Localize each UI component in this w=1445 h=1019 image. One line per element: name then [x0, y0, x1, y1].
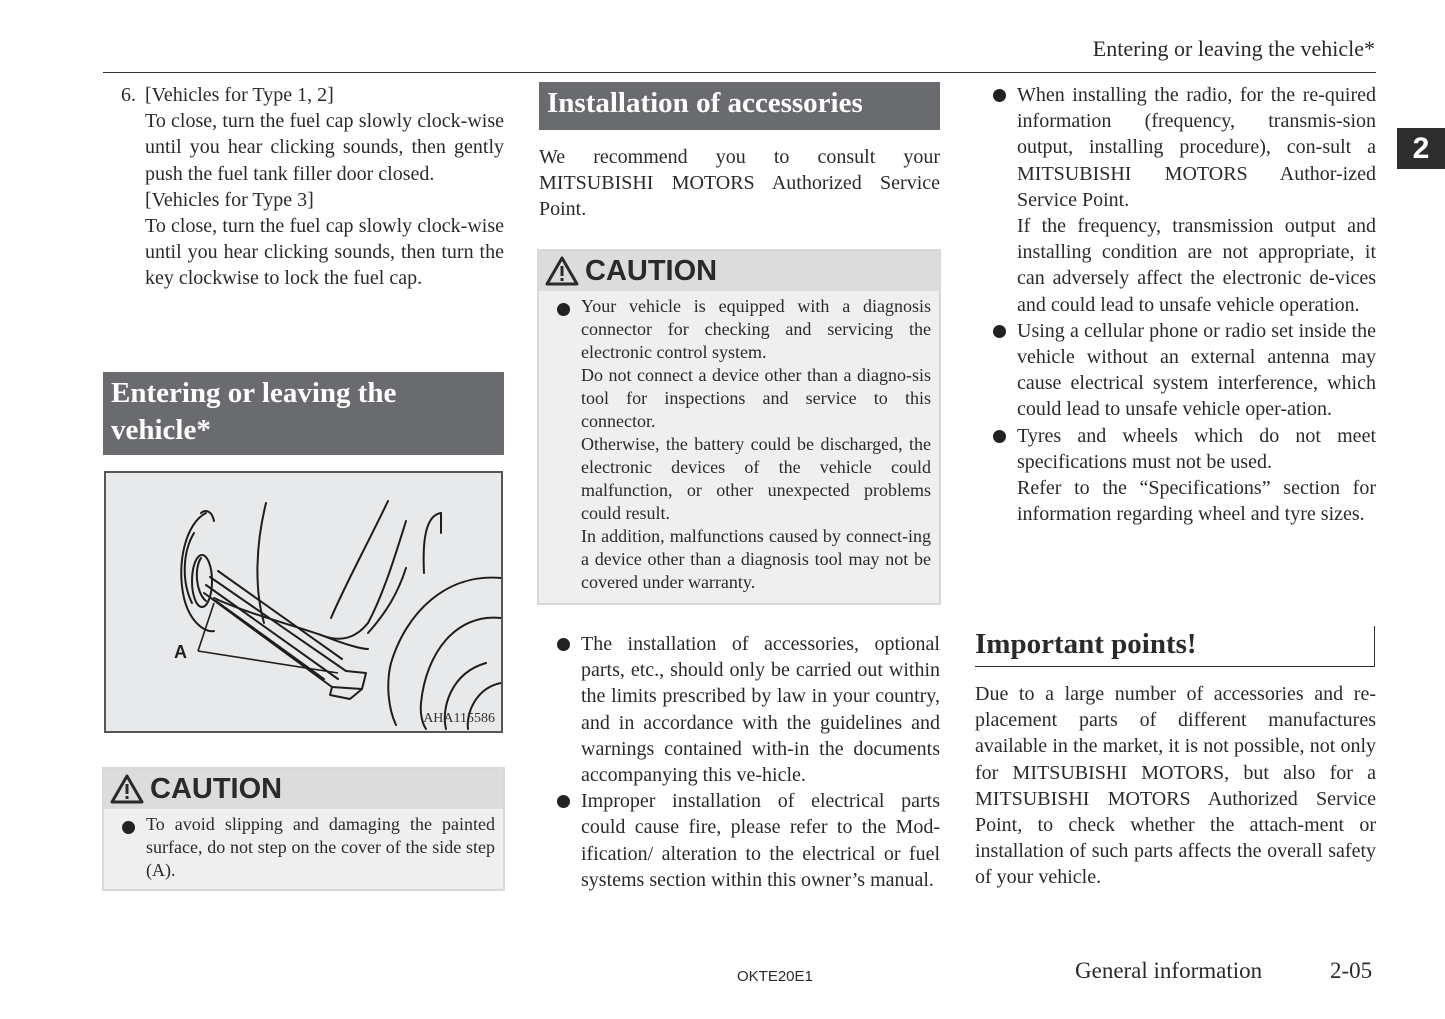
side-step-figure — [104, 471, 503, 733]
bullet-icon — [557, 303, 570, 316]
list-item — [975, 82, 1376, 318]
bullet-icon — [993, 325, 1006, 338]
important-points-text: Due to a large number of accessories and re-placement parts of different manufactures available in the market, it is not possible, not only for MITSUBISHI MOTORS, but also for a MITSUBISHI MOTORS Authorized Service Point, to check whether the attach-ment or installation of such parts affects the overall safety of your vehicle. — [975, 683, 1376, 889]
caution-paragraph: Your vehicle is equipped with a diagnosis connector for checking and servicing the electronic control system. — [581, 296, 931, 362]
step-6 — [103, 82, 504, 292]
list-item — [539, 788, 940, 893]
caution-box-diagnosis — [537, 249, 941, 605]
section-title-entering: Entering or leaving the vehicle* — [103, 372, 504, 455]
list-item — [975, 423, 1376, 528]
caution-item — [104, 813, 495, 882]
figure-code: AHA115586 — [423, 711, 495, 726]
important-points-heading: Important points! — [975, 626, 1375, 667]
list-item — [539, 631, 940, 788]
accessories-intro: We recommend you to consult your MITSUBISHI MOTORS Authorized Service Point. — [539, 146, 940, 221]
list-item-text: The installation of accessories, optional parts, etc., should only be carried out within the limits prescribed by law in your country, and in accordance with the guidelines and warnings contained with-in the documents accompanying this ve-hicle. — [581, 633, 940, 787]
document-code: OKTE20E1 — [737, 968, 813, 985]
footer-section: General information — [1075, 958, 1263, 983]
caution-item — [539, 295, 931, 594]
caution-body — [104, 809, 503, 888]
running-header: Entering or leaving the vehicle* — [1092, 36, 1375, 61]
chapter-tab: 2 — [1397, 128, 1445, 169]
step-line: To close, turn the fuel cap slowly clock-wise until you hear clicking sounds, then gently push the fuel tank filler door closed. — [145, 110, 504, 185]
bullet-icon — [993, 89, 1006, 102]
caution-header — [539, 251, 939, 291]
left-column — [103, 82, 504, 292]
step-line: [Vehicles for Type 1, 2] — [145, 84, 334, 106]
list-item-text: Tyres and wheels which do not meet specifications must not be used. — [1017, 424, 1376, 473]
caution-paragraph: Otherwise, the battery could be discharged, the electronic devices of the vehicle could malfunction, or other unexpected problems could result. — [581, 434, 931, 523]
right-bullets — [975, 82, 1376, 527]
header-rule — [103, 72, 1376, 73]
bullet-icon — [993, 430, 1006, 443]
caution-paragraph: In addition, malfunctions caused by connect-ing a device other than a diagnosis tool may not be covered under warranty. — [581, 526, 931, 592]
bullet-icon — [557, 638, 570, 651]
caution-paragraph: Do not connect a device other than a diagno-sis tool for inspections and service to this connector. — [581, 365, 931, 431]
bullet-icon — [557, 795, 570, 808]
list-item-extra: If the frequency, transmission output and installing condition are not appropriate, it can adversely affect the electronic de-vices and could lead to unsafe vehicle operation. — [1017, 215, 1376, 316]
figure-label-a: A — [174, 642, 187, 662]
side-step-illustration — [106, 473, 501, 731]
accessories-bullets — [539, 631, 940, 893]
warning-triangle-icon — [110, 774, 144, 804]
caution-box-side-step — [102, 767, 505, 891]
section-title-accessories: Installation of accessories — [539, 82, 940, 130]
step-line: To close, turn the fuel cap slowly clock-wise until you hear clicking sounds, then turn the key clockwise to lock the fuel cap. — [145, 215, 504, 290]
warning-triangle-icon — [545, 256, 579, 286]
list-item-text: Improper installation of electrical parts could cause fire, please refer to the Mod-ification/ alteration to the electrical or fuel systems section within this owner’s manual. — [581, 790, 940, 891]
list-item-text: When installing the radio, for the re-quired information (frequency, transmis-sion output, installing procedure), con-sult a MITSUBISHI MOTORS Author-ized Service Point. — [1017, 84, 1376, 211]
caution-item-text: To avoid slipping and damaging the painted surface, do not step on the cover of the side step (A). — [146, 814, 495, 880]
caution-body — [539, 291, 939, 600]
bullet-icon — [122, 821, 135, 834]
page-number: 2-05 — [1330, 958, 1373, 983]
caution-title: CAUTION — [150, 772, 283, 805]
list-item — [975, 318, 1376, 423]
caution-title: CAUTION — [585, 254, 718, 287]
step-number: 6. — [121, 84, 136, 106]
caution-header — [104, 769, 503, 809]
step-line: [Vehicles for Type 3] — [145, 188, 314, 211]
list-item-extra: Refer to the “Specifications” section for information regarding wheel and tyre sizes. — [1017, 477, 1376, 526]
list-item-text: Using a cellular phone or radio set inside the vehicle without an external antenna may cause electrical system interference, which could lead to unsafe vehicle oper-ation. — [1017, 319, 1376, 421]
